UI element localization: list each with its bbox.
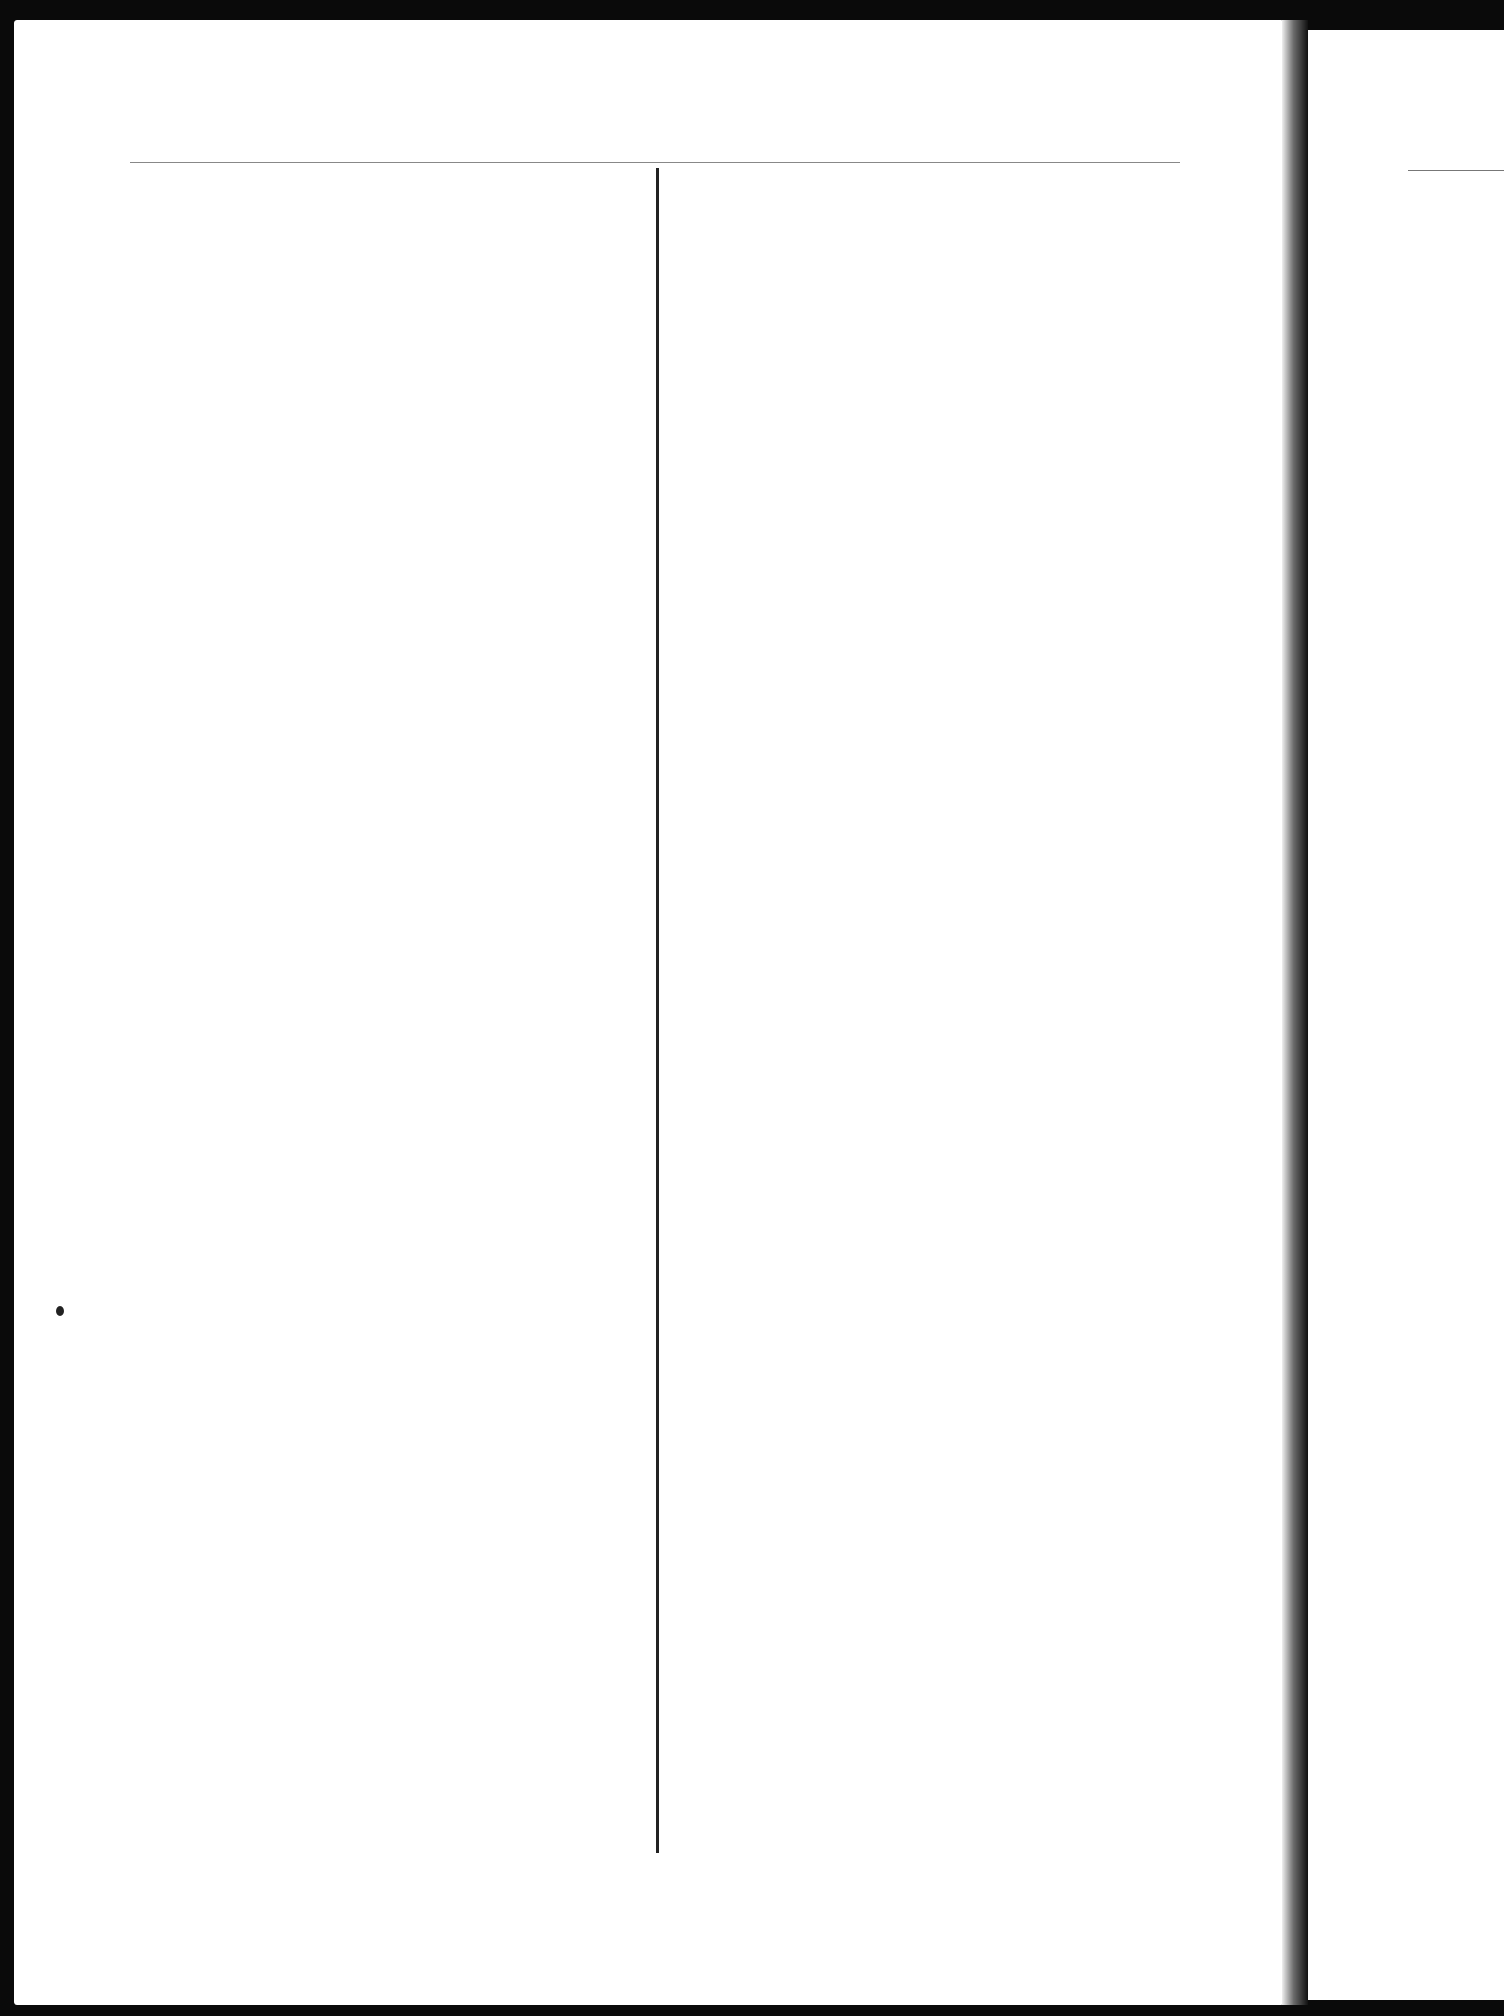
column-divider <box>656 168 659 1853</box>
right-header-rule <box>1408 170 1504 171</box>
left-page <box>14 20 1284 2005</box>
page-gutter <box>1282 20 1308 2005</box>
ink-mark <box>56 1306 64 1316</box>
header-rule <box>130 162 1180 163</box>
right-page <box>1308 30 1504 2000</box>
